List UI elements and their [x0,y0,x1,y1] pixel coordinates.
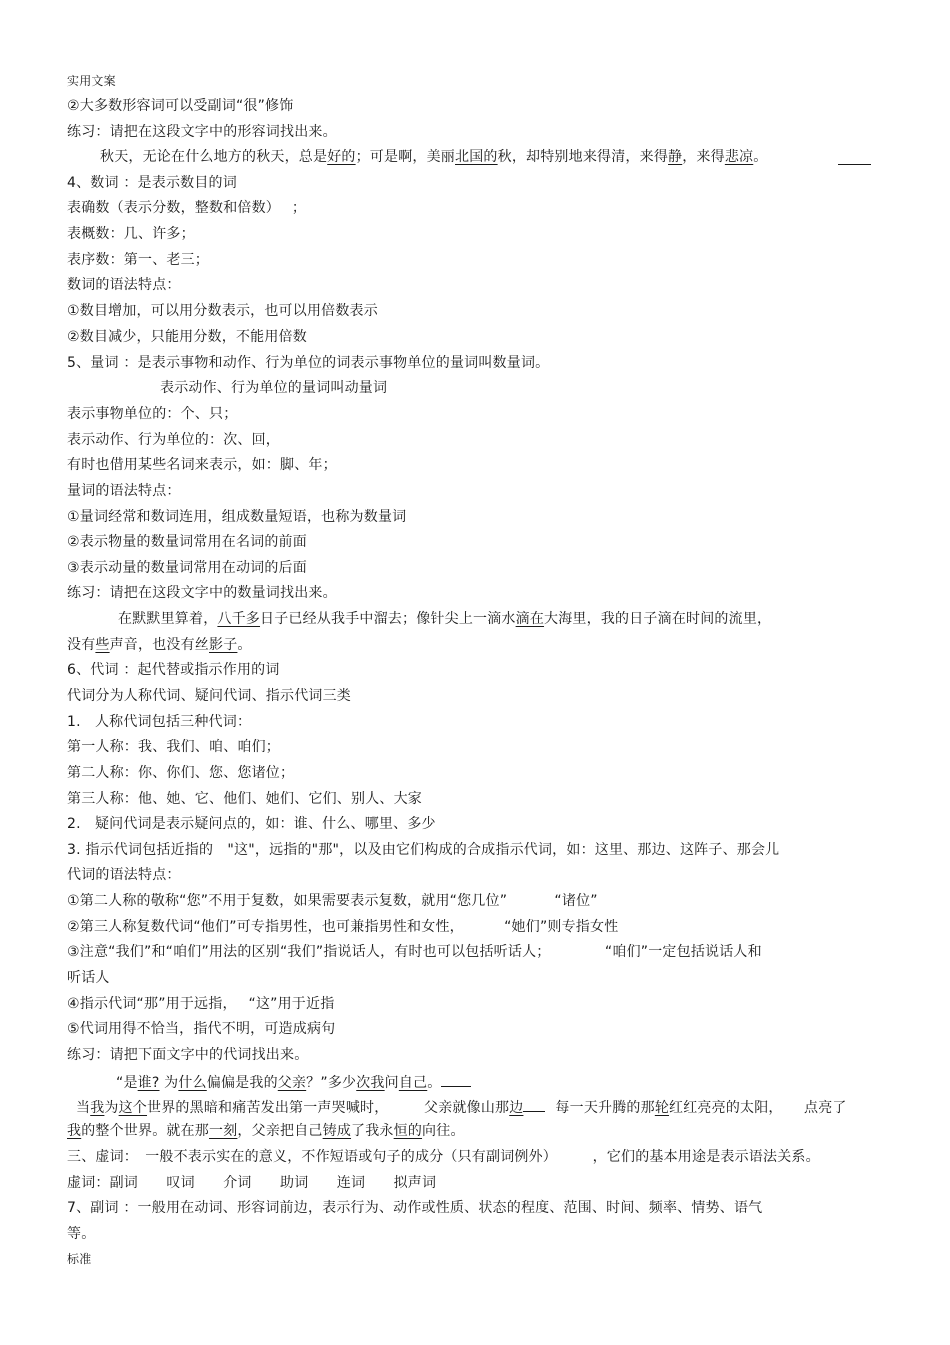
underlined-answer: 谁? [137,1075,160,1091]
underlined-answer: 一刻 [209,1123,238,1139]
underlined-answer: 八千多 [217,611,261,627]
text-line: 练习：请把在这段文字中的数量词找出来。 [67,585,337,601]
exercise-passage-line [116,1072,471,1092]
text: 声音，也没有丝 [109,637,210,653]
text-line: 有时也借用某些名词来表示，如：脚、年； [67,457,337,473]
text-line: 数词的语法特点： [67,277,181,293]
text-line: 表确数（表示分数，整数和倍数） ； [67,200,307,216]
section-heading: 4、数词 ：是表示数目的词 [67,175,237,191]
underlined-answer: 静 [668,149,683,165]
answer-blank [838,150,871,165]
text: ；可是啊，美丽 [355,149,456,165]
text: 世界的黑暗和痛苦发出第一声哭喊时， 父亲就像山那 [147,1100,510,1116]
underlined-answer: 好的 [327,149,356,165]
underlined-answer: 轮 [654,1100,670,1116]
section-heading: 5、量词 ：是表示事物和动作、行为单位的词表示事物单位的量词叫数量词。 [67,355,550,371]
text: 红红亮亮的太阳， 点亮了 [669,1100,847,1116]
text-line: 练习：请把下面文字中的代词找出来。 [67,1047,309,1063]
text-line: 第一人称：我、我们、咱、咱们； [67,739,280,755]
underlined-answer: 影子 [209,637,238,653]
text-line: 等。 [67,1226,96,1242]
underlined-answer: 次我 [356,1075,385,1091]
answer-blank [441,1072,471,1087]
text: ？”多少 [306,1075,357,1091]
underlined-answer: 我 [67,1123,82,1139]
underlined-answer: 自己 [398,1075,428,1091]
section-heading: 7、副词 ：一般用在动词、形容词前边，表示行为、动作或性质、状态的程度、范围、时间、频率、情势、语气 [67,1200,763,1216]
text: 了我永 [351,1123,394,1139]
text: 问 [384,1075,399,1091]
text-line: 表示事物单位的：个、只； [67,406,238,422]
text-line: ①量词经常和数词连用，组成数量短语，也称为数量词 [67,509,407,525]
text-line: ②第三人称复数代词“他们”可专指男性，也可兼指男性和女性， “她们”则专指女性 [67,919,619,935]
text-line: 表示动作、行为单位的：次、回， [67,432,280,448]
text: 每一天升腾的那 [555,1100,655,1116]
text-line: 表序数：第一、老三； [67,252,209,268]
underlined-answer: 北国的 [455,149,498,165]
text-line: ②大多数形容词可以受副词“很”修饰 [67,98,294,114]
page-header: 实用文案 [67,74,116,88]
text: 。 [753,149,768,165]
text-line: 3. 指示代词包括近指的 "这"，远指的"那"，以及由它们构成的合成指示代词，如：这里、那边、这阵子、那会儿 [67,842,780,858]
text-line: ③注意“我们”和“咱们”用法的区别“我们”指说话人，有时也可以包括听话人； “咱们”一定包括说话人和 [67,944,762,960]
text-line: ⑤代词用得不恰当，指代不明，可造成病句 [67,1021,336,1037]
text: 日子已经从我手中溜去；像针尖上一滴水 [260,611,516,627]
exercise-passage-line [118,610,771,628]
text: 秋，却特别地来得清，来得 [497,149,669,165]
underlined-answer: 边 [509,1100,524,1116]
exercise-passage-line [76,1097,847,1117]
text: 没有 [67,637,96,653]
text-line: 表示动作、行为单位的量词叫动量词 [160,380,388,396]
text-line: 听话人 [67,970,110,986]
exercise-passage-line [67,1122,465,1140]
text: “是 [116,1075,138,1091]
underlined-answer: 父亲 [277,1075,307,1091]
text-line: 第三人称：他、她、它、他们、她们、它们、别人、大家 [67,791,422,807]
exercise-passage-line [100,148,767,166]
exercise-passage-line [67,636,252,654]
text-line: 代词的语法特点： [67,867,181,883]
text-line: ③表示动量的数量词常用在动词的后面 [67,560,307,576]
text-line: 第二人称：你、你们、您、您诸位； [67,765,295,781]
underlined-answer: 滴在 [515,611,545,627]
text-line: 练习：请把在这段文字中的形容词找出来。 [67,124,337,140]
text: 为 [159,1075,179,1091]
text-line: 代词分为人称代词、疑问代词、指示代词三类 [67,688,351,704]
text: 秋天，无论在什么地方的秋天，总是 [100,149,328,165]
text-line: 2. 疑问代词是表示疑问点的，如：谁、什么、哪里、多少 [67,816,436,832]
text: 偏偏是我的 [206,1075,278,1091]
underlined-answer: 什么 [178,1075,207,1091]
underlined-answer: 悲凉 [724,149,754,165]
text: 在默默里算着， [118,611,218,627]
text: 当 [76,1100,91,1116]
text-line: 1. 人称代词包括三种代词： [67,714,252,730]
underlined-answer: 些 [95,637,110,653]
text: 向往。 [422,1123,465,1139]
section-heading: 6、代词 ：起代替或指示作用的词 [67,662,280,678]
text: ，来得 [682,149,725,165]
text-line: 量词的语法特点： [67,483,181,499]
text: 大海里，我的日子滴在时间的流里， [544,611,772,627]
text-line: 表概数：几、许多； [67,226,195,242]
text: 。 [237,637,252,653]
underlined-answer: 我 [90,1100,105,1116]
answer-blank [523,1097,545,1112]
underlined-answer: 这个 [118,1100,148,1116]
text-line: ④指示代词“那”用于远指， “这”用于近指 [67,996,335,1012]
underlined-answer: 恒的 [393,1123,423,1139]
text-line: ②数目减少，只能用分数，不能用倍数 [67,329,307,345]
text-line: ①第二人称的敬称“您”不用于复数，如果需要表示复数，就用“您几位” “诸位” [67,893,598,909]
text-line: ①数目增加，可以用分数表示，也可以用倍数表示 [67,303,378,319]
text-line: ②表示物量的数量词常用在名词的前面 [67,534,307,550]
section-heading: 三、虚词： 一般不表示实在的意义，不作短语或句子的成分（只有副词例外） ，它们的基本用途是表示语法关系。 [67,1149,820,1165]
page-footer: 标准 [67,1252,92,1266]
text: 为 [104,1100,119,1116]
text: 。 [427,1075,442,1091]
underlined-answer: 铸成 [322,1123,352,1139]
text: 的整个世界。就在那 [81,1123,210,1139]
text: ，父亲把自己 [237,1123,323,1139]
text-line: 虚词：副词 叹词 介词 助词 连词 拟声词 [67,1175,437,1191]
